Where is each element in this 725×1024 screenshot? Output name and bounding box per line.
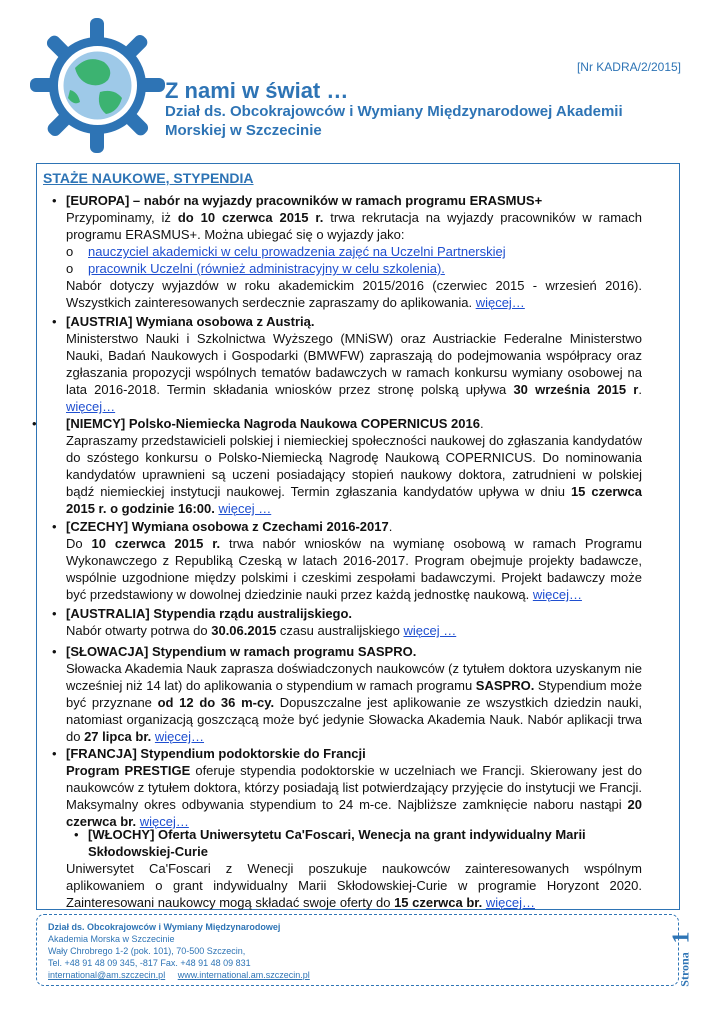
more-link-slowacja[interactable]: więcej… xyxy=(154,729,205,744)
news-item-austria xyxy=(52,313,642,415)
item-heading: [AUSTRALIA] Stypendia rządu australijskiego. xyxy=(66,606,353,621)
item-date: 15 czerwca 2015 r. o godzinie 16:00. xyxy=(66,484,642,516)
bullet-icon: • xyxy=(74,827,79,842)
more-link-austria[interactable]: więcej… xyxy=(66,399,116,414)
item-text: Dopuszczalne jest aplikowanie ze wszystkich dziedzin nauki, natomiast organizacją goszczącą może być jedynie Słowacka Akademia Nauk. Nabór aplikacji trwa do xyxy=(66,695,642,744)
footer-email-link[interactable]: international@am.szczecin.pl xyxy=(48,970,166,980)
item-date: 27 lipca br. xyxy=(84,729,152,744)
more-link-europa[interactable]: więcej… xyxy=(475,295,525,310)
bullet-icon: • xyxy=(32,416,37,431)
erasmus-teaching-link[interactable]: nauczyciel akademicki w celu prowadzenia zajęć na Uczelni Partnerskiej xyxy=(88,244,506,259)
item-text: Nabór dotyczy wyjazdów w roku akademickim 2015/2016 (czerwiec 2015 - wrzesień 2016). Wszystkich zainteresowanych serdecznie zapraszamy do aplikowania. xyxy=(66,278,642,310)
item-text: Słowacka Akademia Nauk zaprasza doświadczonych naukowców (z tytułem doktora uzyskanym nie wcześniej niż 14 lat) do aplikowania o stypendium w ramach programu xyxy=(66,661,642,693)
item-date: 20 czerwca br. xyxy=(66,797,642,829)
item-date: 10 czerwca 2015 r. xyxy=(91,536,221,551)
page-subtitle: Dział ds. Obcokrajowców i Wymiany Międzynarodowej Akademii Morskiej w Szczecinie xyxy=(165,103,623,139)
item-text: . xyxy=(638,382,642,397)
bullet-icon: • xyxy=(52,746,57,761)
item-heading: [AUSTRIA] Wymiana osobowa z Austrią. xyxy=(66,314,315,329)
page-word: Strona xyxy=(677,952,692,987)
footer-address: Wały Chrobrego 1-2 (pok. 101), 70-500 Szczecin, xyxy=(48,946,246,956)
news-item-francja xyxy=(52,745,642,830)
more-link-australia[interactable]: więcej … xyxy=(403,623,457,638)
erasmus-training-link[interactable]: pracownik Uczelni (również administracyjny w celu szkolenia). xyxy=(88,261,445,276)
footer-website-link[interactable]: www.international.am.szczecin.pl xyxy=(177,970,310,980)
item-date: 15 czerwca br. xyxy=(394,895,483,910)
item-text: Uniwersytet Ca'Foscari z Wenecji poszukuje naukowców zainteresowanych wspólnym aplikowaniem o grant indywidualny Marii Skłodowskiej-Curie w programie Horyzont 2020. Zainteresowani naukowcy mogą składać swoje oferty do xyxy=(66,861,642,910)
sub-bullet-icon: o xyxy=(66,261,74,276)
footer-phone: Tel. +48 91 48 09 345, -817 Fax. +48 91 48 09 831 xyxy=(48,958,251,968)
item-heading: [WŁOCHY] Oferta Uniwersytetu Ca'Foscari, Wenecja na grant indywidualny Marii Skłodowskiej-Curie xyxy=(88,827,586,859)
document-reference: [Nr KADRA/2/2015] xyxy=(576,60,681,74)
more-link-czechy[interactable]: więcej… xyxy=(532,587,582,602)
bullet-icon: • xyxy=(52,314,57,329)
item-highlight: od 12 do 36 m-cy. xyxy=(157,695,275,710)
item-text: oferuje stypendia podoktorskie w uczelniach we Francji. Skierowany jest do naukowców z tytułem doktora, którzy posiadają list potwierdzający przyjęcie do instytucji we Francji. Maksymalny okres odbywania stypendium to 24 m-ce. Najbliższe zamknięcie naboru nastąpi xyxy=(66,763,642,812)
item-text: trwa rekrutacja na wyjazdy pracowników w ramach programu ERASMUS+. Można ubiegać się o wyjazdy jako: xyxy=(66,210,642,242)
news-item-wlochy xyxy=(66,826,642,911)
item-highlight: Program PRESTIGE xyxy=(66,763,191,778)
item-date: do 10 czerwca 2015 r. xyxy=(177,210,324,225)
news-item-czechy xyxy=(52,518,643,603)
item-highlight: SASPRO. xyxy=(475,678,535,693)
more-link-niemcy[interactable]: więcej … xyxy=(218,501,272,516)
ship-wheel-globe-icon xyxy=(30,18,165,153)
item-text: Do xyxy=(66,536,92,551)
item-text: Zapraszamy przedstawicieli polskiej i niemieckiej społeczności naukowej do zgłaszania kandydatów do szóstego konkursu o Polsko-Niemiecką Nagrodę Naukową COPERNICUS. Do nominowania kandydatów uprawnieni są uczeni posiadający stopień naukowy doktora, zatrudnieni w polskiej bądź niemieckiej instytucji naukowej. Termin zgłaszania kandydatów upływa w dniu xyxy=(66,433,642,499)
bullet-icon: • xyxy=(52,644,57,659)
section-title: STAŻE NAUKOWE, STYPENDIA xyxy=(43,170,254,186)
page-title: Z nami w świat … xyxy=(165,78,349,103)
item-heading: [FRANCJA] Stypendium podoktorskie do Francji xyxy=(66,746,366,761)
item-text: . xyxy=(479,416,484,431)
item-text: Przypominamy, iż xyxy=(66,210,178,225)
bullet-icon: • xyxy=(52,193,57,208)
item-date: 30.06.2015 xyxy=(211,623,277,638)
sub-bullet-icon: o xyxy=(66,244,74,259)
news-item-australia xyxy=(52,605,642,639)
page-num: 1 xyxy=(668,931,695,944)
more-link-francja[interactable]: więcej… xyxy=(139,814,189,829)
page-number xyxy=(660,931,720,987)
item-heading: [NIEMCY] Polsko-Niemiecka Nagroda Naukowa COPERNICUS 2016 xyxy=(66,416,480,431)
item-text: . xyxy=(388,519,393,534)
item-date: 30 września 2015 r xyxy=(513,382,639,397)
item-text: Ministerstwo Nauki i Szkolnictwa Wyższego (MNiSW) oraz Austriackie Federalne Ministerstwo Nauki, Badań Naukowych i Gospodarki (BMWFW) zapraszają do podejmowania współpracy oraz zgłaszania propozycji wspólnych tematów badawczych w ramach konkursu wymiany osobowej na lata 2016-2018. Termin składania wniosków przez stronę polską upływa xyxy=(66,331,642,397)
news-item-slowacja xyxy=(52,643,642,745)
item-heading: [CZECHY] Wymiana osobowa z Czechami 2016-2017 xyxy=(66,519,389,534)
news-item-niemcy xyxy=(32,415,642,517)
footer-academy: Akademia Morska w Szczecinie xyxy=(48,934,175,944)
bullet-icon: • xyxy=(52,519,57,534)
item-text: trwa nabór wniosków na wymianę osobową w ramach Programu Wykonawczego z Republiką Czeską w latach 2016-2017. Program obejmuje projekty badawcze, wspólnie uzgodnione między polskimi i czeskimi zespołami badawczymi. Projekt badawczy może być przedstawiony w dowolnej dziedzinie nauki przez każdą jednostkę naukową. xyxy=(66,536,643,602)
item-text: Nabór otwarty potrwa do xyxy=(66,623,212,638)
item-heading: [EUROPA] – nabór na wyjazdy pracowników w ramach programu ERASMUS+ xyxy=(66,193,543,208)
news-item-europa xyxy=(52,192,642,311)
footer-contact xyxy=(48,921,310,981)
more-link-wlochy[interactable]: więcej… xyxy=(485,895,535,910)
bullet-icon: • xyxy=(52,606,57,621)
footer-department: Dział ds. Obcokrajowców i Wymiany Międzynarodowej xyxy=(48,922,281,932)
item-text: Stypendium może być przyznane xyxy=(66,678,642,710)
item-text: czasu australijskiego xyxy=(276,623,404,638)
item-heading: [SŁOWACJA] Stypendium w ramach programu SASPRO. xyxy=(66,644,417,659)
